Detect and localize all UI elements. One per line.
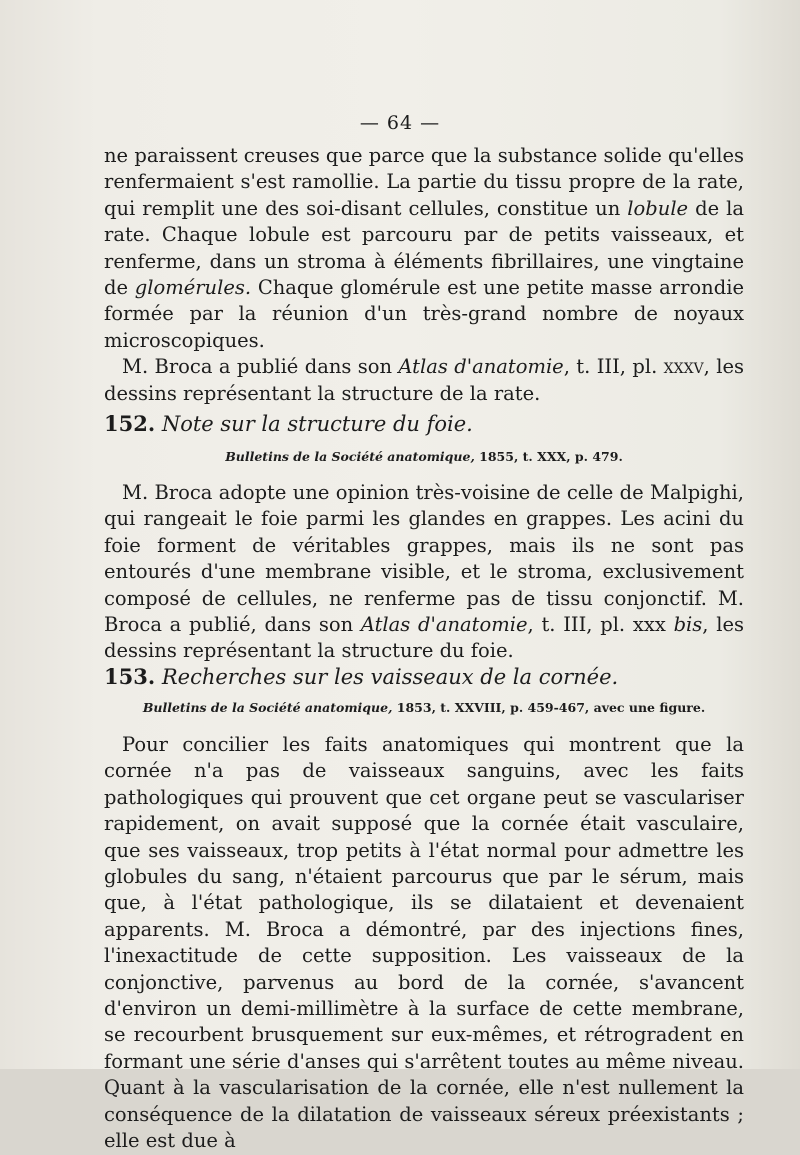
section-number: 153.: [104, 664, 156, 689]
paragraph-text: Pour concilier les faits anatomiques qui montrent que la cornée n'a pas de vaisseaux sanguins, avec les faits pathologiques qui prouvent que cet organe peut se vasculariser rapidement, on avait supposé que la cornée était vasculaire, que ses vaisseaux, trop petits à l'état normal pour admettre les globules du sang, n'étaient parcourus que par le sérum, mais que, à l'état pathologique, ils se dilataient et devenaient apparents. M. Broca a démontré, par des injections fines, l'inexactitude de cette supposition. Les vaisseaux de la conjonctive, parvenus au bord de la cornée, s'avancent d'environ un demi-millimètre à la surface de cette membrane, se recourbent brusquement sur eux-mêmes, et rétrogradent en formant une série d'anses qui s'arrêtent toutes au même niveau. Quant à la vascularisation de la cornée, elle n'est nullement la conséquence de la dilatation de vaisseaux séreux préexistants ; elle est due à: [104, 733, 744, 1153]
section-153: [104, 663, 744, 717]
section-title: Note sur la structure du foie.: [161, 412, 473, 436]
bibliographic-reference: Bulletins de la Société anatomique, 1853, t. XXVIII, p. 459-467, avec une figure.: [142, 700, 706, 715]
section-152: [104, 410, 744, 466]
paragraph-text: M. Broca adopte une opinion très-voisine de celle de Malpighi, qui rangeait le foie parmi les glandes en grappes. Les acini du foie forment de véritables grappes, mais ils ne sont pas entourés d'une membrane visible, et le stroma, exclusivement composé de cellules, ne renferme pas de tissu conjonctif. M. Broca a publié, dans son Atlas d'anatomie, t. III, pl. xxx bis, les dessins représentant la structure du foie.: [104, 481, 744, 663]
paragraph-rate-lobule: [104, 143, 744, 407]
paragraph-foie: [104, 480, 744, 665]
paragraph-text: ne paraissent creuses que parce que la substance solide qu'elles renfermaient s'est ramollie. La partie du tissu propre de la rate, qui remplit une des soi-disant cellules, constitue un lobule de la rate. Chaque lobule est parcouru par de petits vaisseaux, et renferme, dans un stroma à éléments fibrillaires, une vingtaine de glomérules. Chaque glomérule est une petite masse arrondie formée par la réunion d'un très-grand nombre de noyaux microscopiques.: [104, 144, 744, 352]
page-number: — 64 —: [359, 112, 441, 134]
section-heading: [104, 663, 744, 691]
bibliographic-reference: Bulletins de la Société anatomique, 1855, t. XXX, p. 479.: [225, 449, 623, 464]
section-title: Recherches sur les vaisseaux de la cornée.: [161, 665, 619, 689]
paragraph-atlas-rate: M. Broca a publié dans son Atlas d'anatomie, t. III, pl. xxxv, les dessins représentant la structure de la rate.: [104, 355, 744, 405]
paragraph-cornee: [104, 732, 744, 1155]
section-number: 152.: [104, 411, 156, 436]
section-heading: [104, 410, 744, 438]
